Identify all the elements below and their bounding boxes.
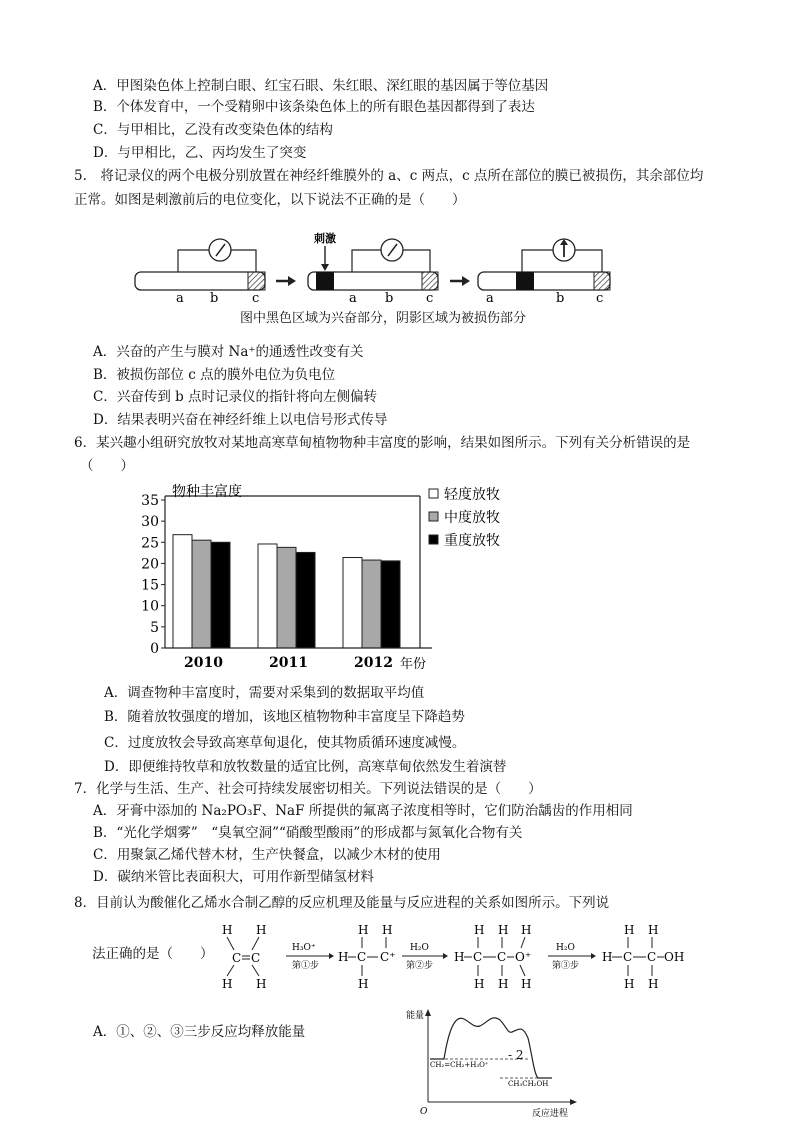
- y-tick-label: 10: [141, 598, 159, 615]
- nerve-fiber-figure: [130, 226, 630, 306]
- svg-text:第②步: 第②步: [406, 961, 434, 971]
- q5-option-c: C．兴奋传到 b 点时记录仪的指针将向左侧偏转: [93, 389, 378, 405]
- svg-text:H: H: [624, 977, 635, 991]
- svg-text:H: H: [358, 977, 369, 991]
- svg-text:H: H: [624, 923, 635, 937]
- svg-text:C: C: [232, 951, 242, 965]
- q4-option-a: A．甲图染色体上控制白眼、红宝石眼、朱红眼、深红眼的基因属于等位基因: [93, 78, 549, 94]
- energy-x-label: 反应进程: [532, 1109, 569, 1118]
- y-axis-label: 物种丰富度: [172, 484, 242, 500]
- q7-option-d: D．碳纳米管比表面积大，可用作新型储氢材料: [93, 869, 374, 885]
- svg-text:C: C: [357, 950, 367, 964]
- species-richness-chart: [130, 478, 530, 678]
- q7-option-c: C．用聚氯乙烯代替木材，生产快餐盒，以减少木材的使用: [93, 847, 441, 863]
- svg-text:H: H: [382, 923, 393, 937]
- bar-2012-2: [381, 561, 400, 648]
- page-number: - 2: [508, 1048, 524, 1062]
- svg-text:H₃O⁺: H₃O⁺: [292, 943, 316, 953]
- svg-text:H₂O: H₂O: [410, 943, 429, 953]
- energy-diagram: [404, 1004, 584, 1118]
- bar-2011-1: [277, 547, 296, 648]
- svg-text:C: C: [473, 950, 483, 964]
- svg-text:H: H: [602, 950, 613, 964]
- panel-stimulated: [308, 231, 438, 306]
- svg-text:第③步: 第③步: [552, 961, 580, 971]
- svg-text:C: C: [497, 950, 507, 964]
- bar-2010-2: [211, 542, 230, 648]
- ethanol-structure: [602, 923, 684, 991]
- q4-option-d: D．与甲相比，乙、丙均发生了突变: [93, 145, 307, 161]
- svg-text:C⁺: C⁺: [380, 950, 396, 964]
- svg-text:H: H: [521, 923, 532, 937]
- y-tick-label: 30: [141, 514, 159, 531]
- x-tick-label: 2011: [269, 655, 308, 671]
- label-a-1: a: [176, 291, 184, 306]
- svg-text:H: H: [222, 923, 233, 937]
- svg-text:C: C: [251, 951, 261, 965]
- q6-option-b: B．随着放牧强度的增加，该地区植物物种丰富度呈下降趋势: [104, 709, 465, 725]
- q8-stem-line2: 法正确的是（ ）: [92, 946, 214, 962]
- bar-2012-1: [362, 560, 381, 648]
- svg-text:C: C: [623, 950, 633, 964]
- label-b-2: b: [385, 291, 394, 306]
- y-tick-label: 0: [150, 641, 159, 657]
- q4-option-c: C．与甲相比，乙没有改变染色体的结构: [93, 122, 333, 138]
- bar-2010-0: [173, 535, 192, 648]
- legend-swatch: [429, 535, 438, 544]
- label-c-2: c: [426, 291, 434, 306]
- svg-text:H: H: [338, 950, 349, 964]
- svg-text:C: C: [647, 950, 657, 964]
- legend-label: 重度放牧: [444, 533, 500, 549]
- q4-option-b: B．个体发育中，一个受精卵中该条染色体上的所有眼色基因都得到了表达: [93, 99, 535, 115]
- svg-text:H: H: [454, 950, 465, 964]
- legend-label: 中度放牧: [444, 510, 500, 526]
- q5-stem-line1: 5. 将记录仪的两个电极分别放置在神经纤维膜外的 a、c 两点，c 点所在部位的膜已被损伤，其余部位均: [74, 168, 704, 184]
- svg-text:H: H: [256, 923, 267, 937]
- y-tick-label: 15: [141, 577, 159, 594]
- q5-option-b: B．被损伤部位 c 点的膜外电位为负电位: [93, 367, 336, 383]
- step2-arrow: [402, 943, 448, 971]
- svg-text:H: H: [648, 923, 659, 937]
- y-tick-label: 20: [141, 556, 159, 573]
- q6-stem-line2: （ ）: [80, 458, 134, 474]
- oxonium-structure: [454, 923, 531, 991]
- label-b-1: b: [210, 291, 219, 306]
- svg-text:H₂O: H₂O: [556, 943, 575, 953]
- x-tick-label: 2010: [184, 655, 223, 671]
- q8-option-a: A．①、②、③三步反应均释放能量: [93, 1024, 306, 1040]
- svg-text:第①步: 第①步: [292, 961, 320, 971]
- svg-text:H: H: [474, 977, 485, 991]
- q6-option-c: C．过度放牧会导致高寒草甸退化，使其物质循环速度减慢。: [104, 735, 466, 751]
- energy-origin: O: [420, 1107, 428, 1117]
- ethylene-structure: [222, 923, 266, 991]
- reaction-mechanism: [212, 920, 687, 996]
- q6-option-a: A．调查物种丰富度时，需要对采集到的数据取平均值: [104, 685, 425, 701]
- energy-start-label: CH₂=CH₂+H₃O⁺: [430, 1061, 489, 1069]
- step1-arrow: [286, 943, 334, 971]
- q6-stem-line1: 6．某兴趣小组研究放牧对某地高寒草甸植物物种丰富度的影响，结果如图所示。下列有关分析错误的是: [74, 435, 691, 451]
- svg-text:O⁺: O⁺: [515, 950, 532, 964]
- y-tick-label: 35: [141, 493, 159, 509]
- label-a-2: a: [349, 291, 357, 306]
- svg-text:H: H: [498, 977, 509, 991]
- legend-swatch: [429, 512, 438, 521]
- q5-option-d: D．结果表明兴奋在神经纤维上以电信号形式传导: [93, 412, 388, 428]
- energy-end-label: CH₃CH₂OH: [508, 1080, 549, 1088]
- svg-text:OH: OH: [664, 950, 685, 964]
- bar-2011-2: [296, 552, 315, 648]
- svg-text:H: H: [358, 923, 369, 937]
- label-c-3: c: [596, 291, 604, 306]
- q8-stem-line1: 8．目前认为酸催化乙烯水合制乙醇的反应机理及能量与反应进程的关系如图所示。下列说: [74, 895, 610, 911]
- y-tick-label: 25: [141, 535, 159, 552]
- bar-2011-0: [258, 544, 277, 648]
- label-b-3: b: [556, 291, 565, 306]
- svg-text:H: H: [474, 923, 485, 937]
- x-axis-label: 年份: [400, 657, 427, 672]
- q5-stem-line2: 正常。如图是刺激前后的电位变化，以下说法不正确的是（ ）: [74, 192, 466, 208]
- label-a-3: a: [486, 291, 494, 306]
- bar-2010-1: [192, 540, 211, 648]
- label-c-1: c: [252, 291, 260, 306]
- x-tick-label: 2012: [354, 655, 393, 671]
- svg-text:H: H: [521, 977, 532, 991]
- q7-option-b: B．“光化学烟雾” “臭氧空洞”“硝酸型酸雨”的形成都与氮氧化合物有关: [93, 825, 523, 841]
- q7-option-a: A．牙膏中添加的 Na₂PO₃F、NaF 所提供的氟离子浓度相等时，它们防治龋齿的作用相同: [93, 803, 633, 819]
- bar-2012-0: [343, 558, 362, 648]
- carbocation-structure: [338, 923, 396, 991]
- stimulus-label: 刺激: [314, 232, 336, 245]
- legend-swatch: [429, 489, 438, 498]
- step3-arrow: [548, 943, 596, 971]
- svg-text:H: H: [648, 977, 659, 991]
- energy-y-label: 能量: [406, 1011, 425, 1021]
- y-tick-label: 5: [150, 619, 159, 636]
- figure-caption: 图中黑色区域为兴奋部分，阴影区域为被损伤部分: [240, 311, 527, 326]
- svg-text:H: H: [498, 923, 509, 937]
- panel-before-stimulus: [135, 239, 265, 306]
- q6-option-d: D．即便维持牧草和放牧数量的适宜比例，高寒草甸依然发生着演替: [104, 759, 507, 775]
- q7-stem: 7．化学与生活、生产、社会可持续发展密切相关。下列说法错误的是（ ）: [74, 781, 542, 797]
- svg-text:H: H: [256, 977, 267, 991]
- panel-propagating: [478, 239, 610, 306]
- legend-label: 轻度放牧: [444, 487, 500, 503]
- q5-option-a: A．兴奋的产生与膜对 Na⁺的通透性改变有关: [93, 344, 364, 360]
- svg-text:H: H: [222, 977, 233, 991]
